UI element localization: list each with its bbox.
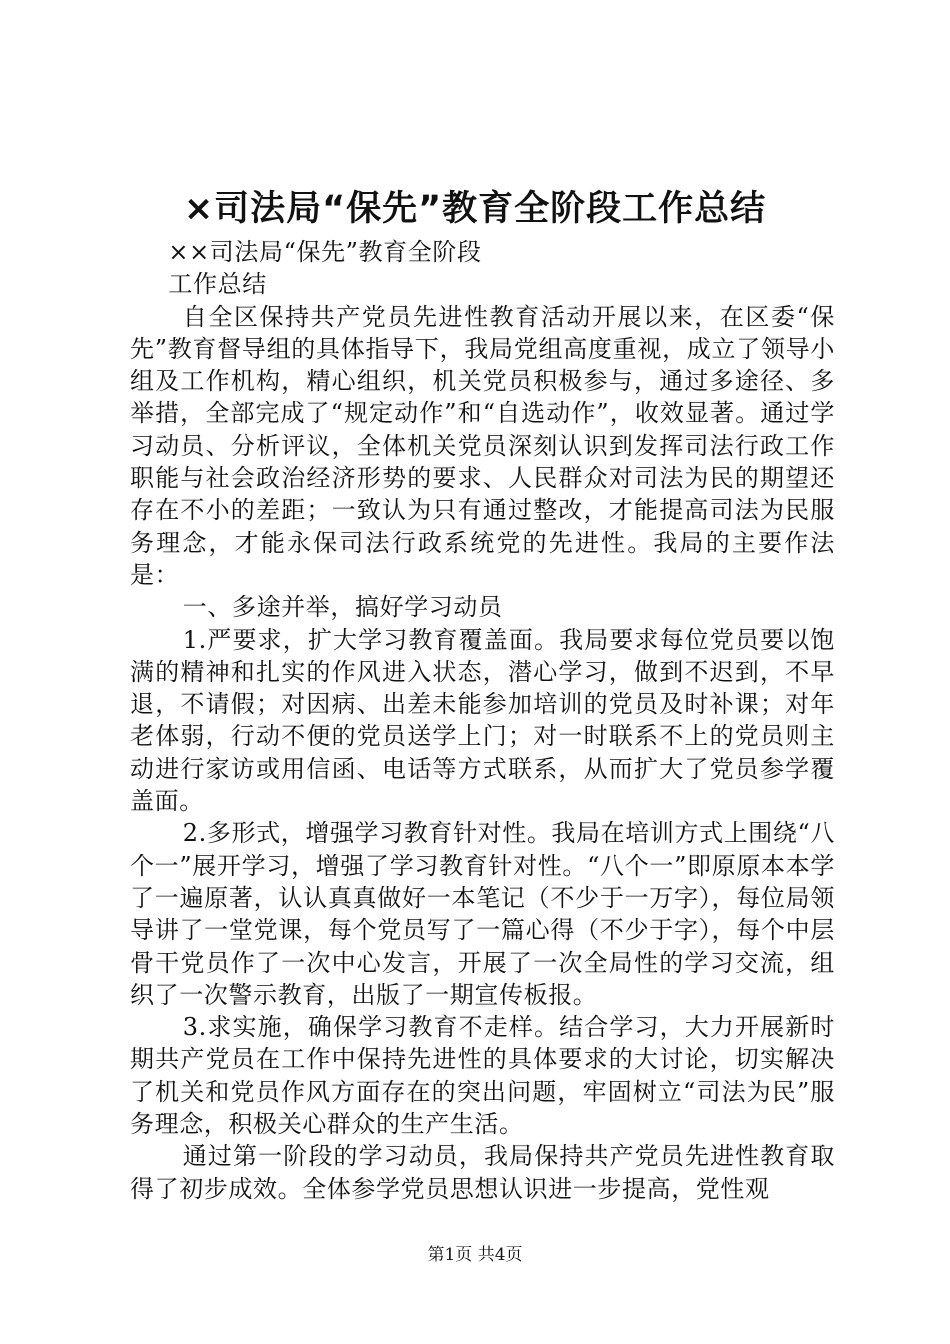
section-heading: 一、多途并举，搞好学习动员 [182, 593, 503, 622]
paragraph: 通过第一阶段的学习动员，我局保持共产党员先进性教育取得了初步成效。全体参学党员思想认识进一步提高，党性观 [130, 1142, 835, 1203]
document-body [130, 236, 835, 1205]
paragraph: 自全区保持共产党员先进性教育活动开展以来，在区委“保先”教育督导组的具体指导下，我局党组高度重视，成立了领导小组及工作机构，精心组织，机关党员积极参与，通过多途径、多举措，全部完成了“规定动作”和“自选动作”，收效显著。通过学习动员、分析评议，全体机关党员深刻认识到发挥司法行政工作职能与社会政治经济形势的要求、人民群众对司法为民的期望还存在不小的差距；一致认为只有通过整改，才能提高司法为民服务理念，才能永保司法行政系统党的先进性。我局的主要作法是： [130, 302, 835, 589]
page-footer: 第1页 共4页 [427, 1245, 523, 1265]
paragraph: 工作总结 [168, 270, 267, 299]
document-title: ×司法局“保先”教育全阶段工作总结 [183, 189, 767, 229]
paragraph: 3.求实施，确保学习教育不走样。结合学习，大力开展新时期共产党员在工作中保持先进性的具体要求的大讨论，切实解决了机关和党员作风方面存在的突出问题，牢固树立“司法为民”服务理念，积极关心群众的生产生活。 [130, 1013, 835, 1139]
paragraph: 2.多形式，增强学习教育针对性。我局在培训方式上围绕“八个一”展开学习，增强了学习教育针对性。“八个一”即原原本本学了一遍原著，认认真真做好一本笔记（不少于一万字），每位局领导讲了一堂党课，每个党员写了一篇心得（不少于字），每个中层骨干党员作了一次中心发言，开展了一次全局性的学习交流，组织了一次警示教育，出版了一期宣传板报。 [130, 819, 835, 1009]
paragraph: 1.严要求，扩大学习教育覆盖面。我局要求每位党员要以饱满的精神和扎实的作风进入状态，潜心学习，做到不迟到，不早退，不请假；对因病、出差未能参加培训的党员及时补课；对年老体弱，行动不便的党员送学上门；对一时联系不上的党员则主动进行家访或用信函、电话等方式联系，从而扩大了党员参学覆盖面。 [130, 625, 835, 816]
paragraph: ××司法局“保先”教育全阶段 [168, 238, 482, 266]
